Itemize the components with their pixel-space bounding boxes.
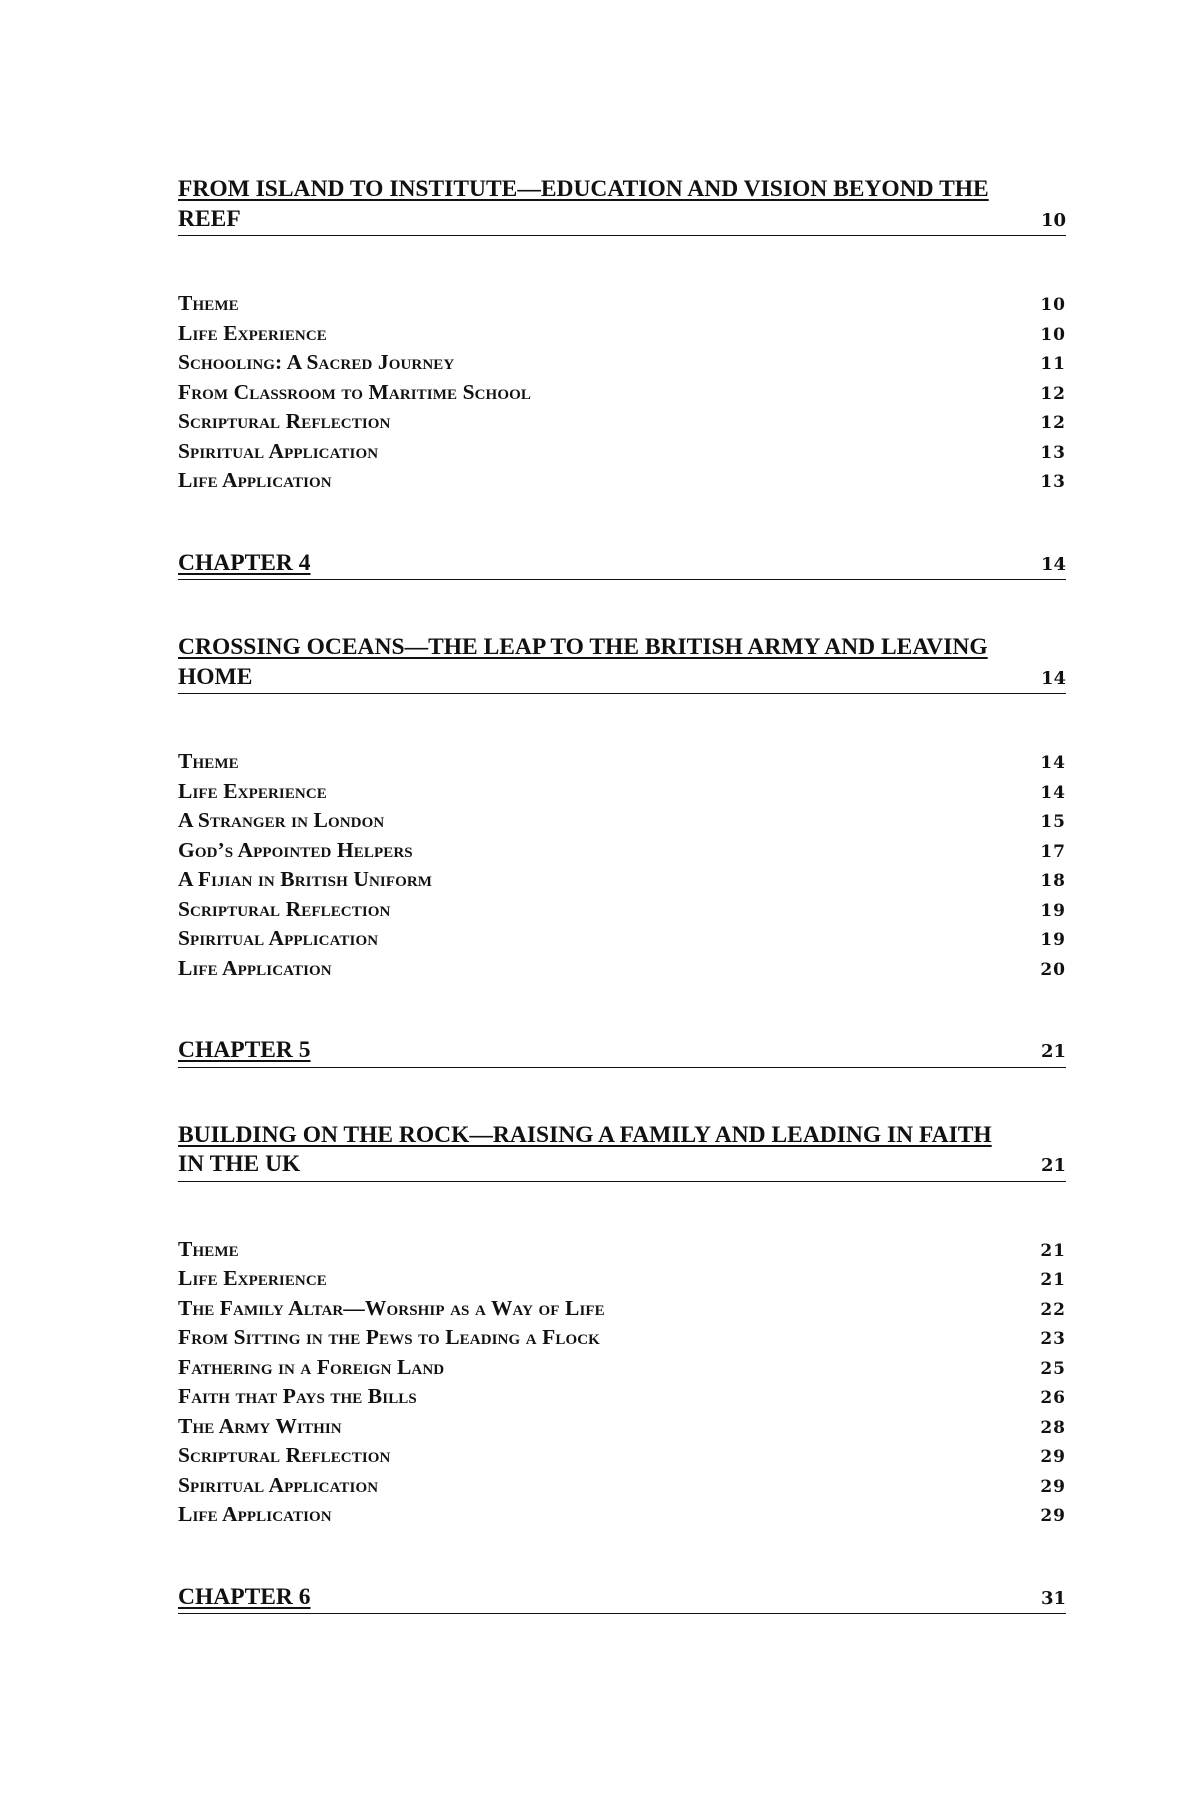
toc-subsection-list: [178, 289, 1066, 496]
toc-page-number: 10: [1040, 209, 1066, 231]
toc-chapter-title: CHAPTER 4: [178, 549, 311, 576]
toc-subsection-label: Schooling: A Sacred Journey: [178, 350, 455, 374]
toc-section-title-line2: REEF: [178, 205, 241, 232]
toc-subsection-entry[interactable]: [178, 836, 1066, 866]
toc-subsection-entry[interactable]: [178, 806, 1066, 836]
table-of-contents: [178, 175, 1066, 1667]
toc-subsection-label: Spiritual Application: [178, 1472, 379, 1497]
toc-chapter-title: CHAPTER 6: [178, 1583, 311, 1610]
toc-page-number: 21: [1040, 1155, 1066, 1176]
toc-page-number: 10: [1040, 324, 1066, 345]
toc-page-number: 19: [1040, 900, 1066, 921]
toc-section-heading[interactable]: [178, 1121, 1066, 1182]
toc-page-number: 18: [1040, 871, 1066, 891]
toc-page-number: 29: [1040, 1476, 1066, 1497]
toc-chapter-row: [178, 549, 1066, 580]
toc-subsection-entry[interactable]: [178, 378, 1066, 408]
toc-subsection-label: Life Application: [178, 1502, 332, 1526]
toc-subsection-label: Life Application: [178, 468, 332, 492]
toc-subsection-label: God’s Appointed Helpers: [178, 837, 413, 862]
toc-subsection-entry[interactable]: [178, 865, 1066, 895]
toc-subsection-entry[interactable]: [178, 1500, 1066, 1530]
toc-page-number: 23: [1040, 1329, 1066, 1349]
toc-chapter-heading[interactable]: [178, 549, 1066, 581]
toc-subsection-entry[interactable]: [178, 1382, 1066, 1412]
toc-page-number: 20: [1040, 959, 1066, 980]
toc-subsection-entry[interactable]: [178, 1471, 1066, 1501]
toc-subsection-list: [178, 1235, 1066, 1530]
toc-subsection-entry[interactable]: [178, 289, 1066, 319]
toc-subsection-entry[interactable]: [178, 1441, 1066, 1471]
toc-page-number: 10: [1040, 295, 1066, 315]
toc-chapter-wrapper: [178, 549, 1066, 581]
toc-subsection-label: Life Experience: [178, 320, 327, 345]
toc-section-title-row: [178, 1150, 1066, 1181]
toc-subsection-list: [178, 747, 1066, 983]
toc-section-title-row: [178, 205, 1066, 236]
toc-page-number: 31: [1040, 1587, 1066, 1609]
toc-page-number: 14: [1040, 753, 1066, 773]
toc-page-number: 14: [1040, 782, 1066, 803]
toc-page-number: 12: [1040, 383, 1066, 404]
toc-page-number: 12: [1040, 413, 1066, 433]
toc-page-number: 28: [1040, 1417, 1066, 1438]
toc-page-number: 19: [1040, 930, 1066, 950]
toc-subsection-label: Theme: [178, 1236, 239, 1261]
toc-subsection-entry[interactable]: [178, 747, 1066, 777]
toc-subsection-label: A Stranger in London: [178, 808, 385, 832]
toc-chapter-row: [178, 1036, 1066, 1067]
toc-page-number: 25: [1040, 1358, 1066, 1379]
toc-chapter-heading[interactable]: [178, 1583, 1066, 1615]
toc-subsection-entry[interactable]: [178, 1235, 1066, 1265]
toc-page-number: 13: [1040, 472, 1066, 492]
toc-section-title-line1: BUILDING ON THE ROCK—RAISING A FAMILY AND LEADING IN FAITH: [178, 1121, 992, 1148]
toc-subsection-entry[interactable]: [178, 777, 1066, 807]
toc-subsection-entry[interactable]: [178, 924, 1066, 954]
toc-subsection-label: Scriptural Reflection: [178, 409, 391, 433]
toc-chapter-heading[interactable]: [178, 1036, 1066, 1068]
toc-page-number: 21: [1040, 1041, 1066, 1062]
toc-page-number: 11: [1040, 354, 1066, 374]
toc-subsection-entry[interactable]: [178, 1412, 1066, 1442]
toc-subsection-label: Scriptural Reflection: [178, 1443, 391, 1467]
toc-section-title-line2: IN THE UK: [178, 1151, 301, 1177]
toc-section-heading[interactable]: [178, 175, 1066, 236]
toc-subsection-label: From Sitting in the Pews to Leading a Flock: [178, 1325, 600, 1349]
toc-page-number: 21: [1040, 1270, 1066, 1290]
toc-section-title-line1: CROSSING OCEANS—THE LEAP TO THE BRITISH ARMY AND LEAVING: [178, 634, 988, 660]
toc-chapter-title: CHAPTER 5: [178, 1037, 311, 1063]
toc-section-title-line2: HOME: [178, 663, 253, 690]
toc-subsection-entry[interactable]: [178, 319, 1066, 349]
toc-subsection-label: Life Experience: [178, 778, 327, 803]
toc-subsection-entry[interactable]: [178, 1353, 1066, 1383]
toc-subsection-label: The Army Within: [178, 1413, 342, 1438]
toc-subsection-label: Scriptural Reflection: [178, 896, 391, 921]
toc-subsection-label: The Family Altar—Worship as a Way of Life: [178, 1295, 605, 1320]
toc-subsection-label: Life Experience: [178, 1266, 327, 1290]
toc-subsection-label: From Classroom to Maritime School: [178, 379, 531, 404]
toc-section-title-line1: FROM ISLAND TO INSTITUTE—EDUCATION AND VISION BEYOND THE: [178, 176, 989, 202]
toc-subsection-entry[interactable]: [178, 407, 1066, 437]
toc-subsection-entry[interactable]: [178, 954, 1066, 984]
toc-subsection-label: Theme: [178, 291, 239, 315]
toc-subsection-entry[interactable]: [178, 437, 1066, 467]
toc-section-heading[interactable]: [178, 633, 1066, 694]
toc-subsection-label: Spiritual Application: [178, 926, 379, 950]
toc-page-number: 26: [1040, 1388, 1066, 1408]
toc-subsection-label: Theme: [178, 749, 239, 773]
toc-page-number: 21: [1040, 1240, 1066, 1261]
toc-subsection-label: Life Application: [178, 955, 332, 980]
toc-subsection-label: Spiritual Application: [178, 438, 379, 463]
toc-subsection-entry[interactable]: [178, 895, 1066, 925]
toc-subsection-label: Faith that Pays the Bills: [178, 1384, 417, 1408]
toc-subsection-label: Fathering in a Foreign Land: [178, 1354, 445, 1379]
toc-page-number: 15: [1040, 812, 1066, 832]
toc-subsection-entry[interactable]: [178, 1323, 1066, 1353]
toc-subsection-entry[interactable]: [178, 466, 1066, 496]
toc-chapter-row: [178, 1583, 1066, 1614]
toc-subsection-entry[interactable]: [178, 1294, 1066, 1324]
toc-page-number: 17: [1040, 841, 1066, 862]
toc-section-title-row: [178, 663, 1066, 694]
toc-page-number: 14: [1040, 667, 1066, 689]
toc-subsection-entry[interactable]: [178, 348, 1066, 378]
toc-page-number: 29: [1040, 1447, 1066, 1467]
toc-page-number: 29: [1040, 1506, 1066, 1526]
toc-page-number: 22: [1040, 1299, 1066, 1320]
toc-subsection-label: A Fijian in British Uniform: [178, 867, 433, 891]
toc-chapter-wrapper: [178, 1583, 1066, 1615]
toc-page-number: 13: [1040, 442, 1066, 463]
toc-chapter-wrapper: [178, 1036, 1066, 1068]
toc-subsection-entry[interactable]: [178, 1264, 1066, 1294]
toc-page-number: 14: [1040, 553, 1066, 575]
